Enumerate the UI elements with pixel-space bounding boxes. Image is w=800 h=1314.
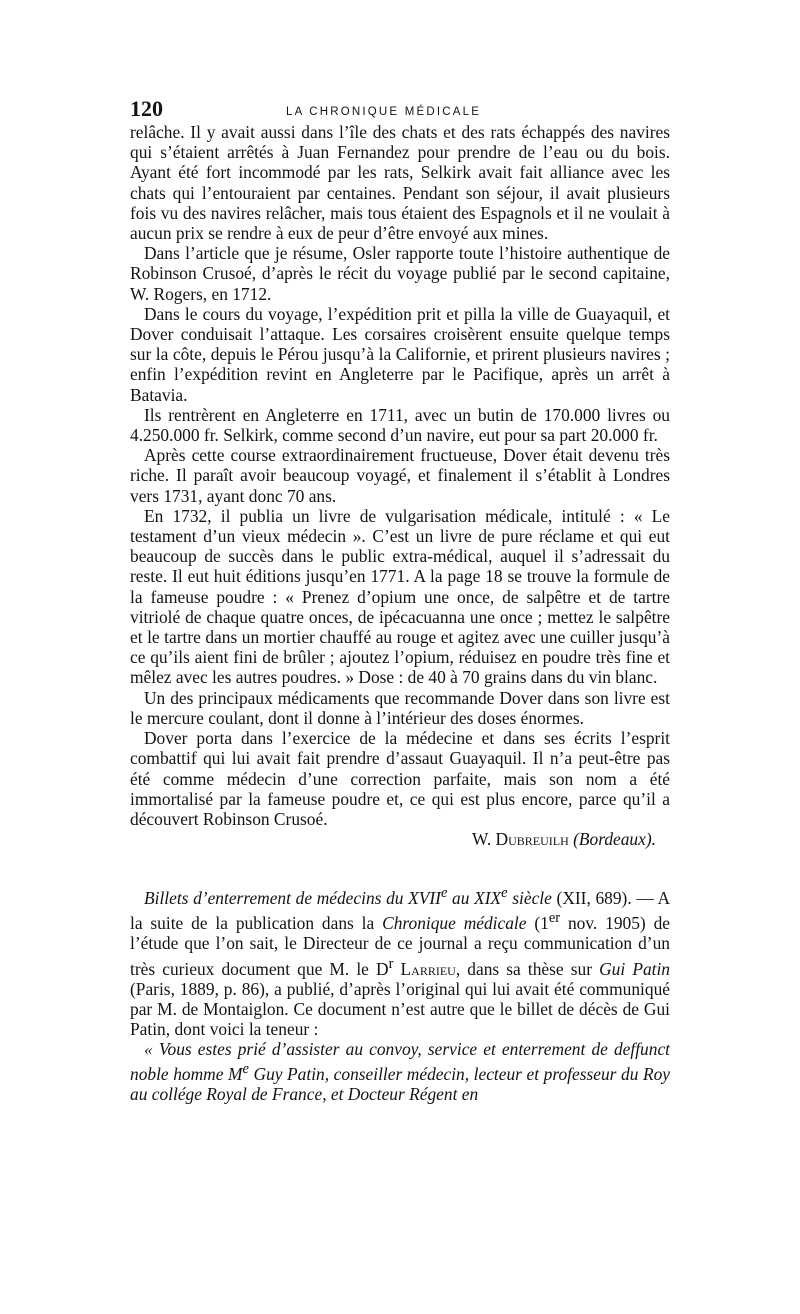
book-title: Gui Patin [599, 958, 671, 979]
section-paragraph [130, 883, 670, 1039]
page [130, 96, 670, 1105]
superscript: e [440, 885, 448, 902]
section-text: , dans sa thèse sur [455, 958, 600, 979]
article-body [130, 122, 670, 1105]
signature [130, 829, 670, 849]
author-name: Larrieu [393, 958, 456, 979]
superscript: e [501, 885, 508, 902]
quote-text: Guy Patin, conseiller médecin, lecteur et professeur du Roy au collége Royal de France, et Docteur Régent en [130, 1064, 671, 1105]
paragraph: Dans le cours du voyage, l’expédition prit et pilla la ville de Guayaquil, et Dover conduisait l’attaque. Les corsaires croisèrent ensuite quelque temps sur la côte, depuis le Pérou jusqu’à la Californie, et prirent plusieurs navires ; enfin l’expédition revint en Angleterre par le Pacifique, après un arrêt à Batavia. [130, 303, 670, 405]
page-number: 120 [130, 96, 163, 121]
section-text: (Paris, 1889, p. 86), a publié, d’après l’original qui lui avait été communiqué par M. de Montaiglon. Ce document n’est autre que le billet de décès de Gui Patin, dont voici la teneur : [130, 978, 670, 1039]
section-text: (XII, 689). — A la suite de la publication dans la [130, 888, 671, 934]
paragraph: Dans l’article que je résume, Osler rapporte toute l’histoire authentique de Robinson Crusoé, d’après le récit du voyage publié par le second capitaine, W. Rogers, en 1712. [130, 243, 670, 304]
paragraph: En 1732, il publia un livre de vulgarisation médicale, intitulé : « Le testament d’un vieux médecin ». C’est un livre de pure réclame et qui eut beaucoup de succès dans le public extra-médical, auquel il s’adressait du reste. Il eut huit éditions jusqu’en 1771. A la page 18 se trouve la formule de la fameuse poudre : « Prenez d’opium une once, de salpêtre et de tartre vitriolé de chaque quatre onces, de ipécacuanna une once ; mettez le salpêtre et le tartre dans un mortier chauffé au rouge et agitez avec une cuiller jusqu’à ce qu’ils aient fini de brûler ; ajoutez l’opium, réduisez en poudre très fine et mêlez avec les autres poudres. » Dose : de 40 à 70 grains dans du vin blanc. [130, 505, 670, 688]
superscript: e [242, 1061, 249, 1078]
section-text: nov. 1905) de l’étude que l’on sait, le Directeur de ce journal a reçu communication d’un très curieux document que M. le D [130, 913, 670, 979]
section-title-part: Billets d’enterrement de médecins du XVII [144, 888, 441, 909]
signature-place: (Bordeaux). [573, 829, 656, 850]
section-billets [130, 883, 670, 1104]
section-title-part: au XIX [447, 888, 502, 909]
paragraph: Un des principaux médicaments que recommande Dover dans son livre est le mercure coulant, dont il donne à l’intérieur des doses énormes. [130, 687, 670, 728]
signature-name: W. Dubreuilh [472, 829, 569, 850]
quote-text: « Vous estes prié d’assister au convoy, service et enterrement de deffunct noble homme M [130, 1039, 670, 1085]
quote-paragraph [130, 1039, 670, 1104]
superscript: r [388, 955, 394, 972]
section-text: (1 [526, 913, 549, 934]
paragraph: relâche. Il y avait aussi dans l’île des chats et des rats échappés des navires qui s’étaient arrêtés à Juan Fernandez pour prendre de l’eau ou du bois. Ayant été fort incommodé par les rats, Selkirk avait fait alliance avec les chats qui l’entouraient par centaines. Pendant son séjour, il avait plusieurs fois vu des navires relâcher, mais tous étaient des Espagnols et il ne voulait à aucun prix se rendre à eux de peur d’être envoyé aux mines. [130, 122, 670, 244]
journal-title: Chronique médicale [382, 913, 527, 934]
running-title: LA CHRONIQUE MÉDICALE [286, 106, 482, 118]
page-header [130, 96, 670, 122]
paragraph: Après cette course extraordinairement fructueuse, Dover était devenu très riche. Il paraît avoir beaucoup voyagé, et finalement il s’établit à Londres vers 1731, ayant donc 70 ans. [130, 445, 670, 506]
paragraph: Ils rentrèrent en Angleterre en 1711, avec un butin de 170.000 livres ou 4.250.000 fr. Selkirk, comme second d’un navire, eut pour sa part 20.000 fr. [130, 404, 670, 446]
section-title-part: siècle [507, 888, 552, 909]
superscript: er [548, 910, 561, 927]
paragraph: Dover porta dans l’exercice de la médecine et dans ses écrits l’esprit combattif qui lui avait fait prendre d’assaut Guayaquil. Il n’a peut-être pas été comme médecin d’une correction parfaite, mais son nom a été immortalisé par la fameuse poudre et, ce qui est plus encore, parce qu’il a découvert Robinson Crusoé. [130, 728, 670, 829]
